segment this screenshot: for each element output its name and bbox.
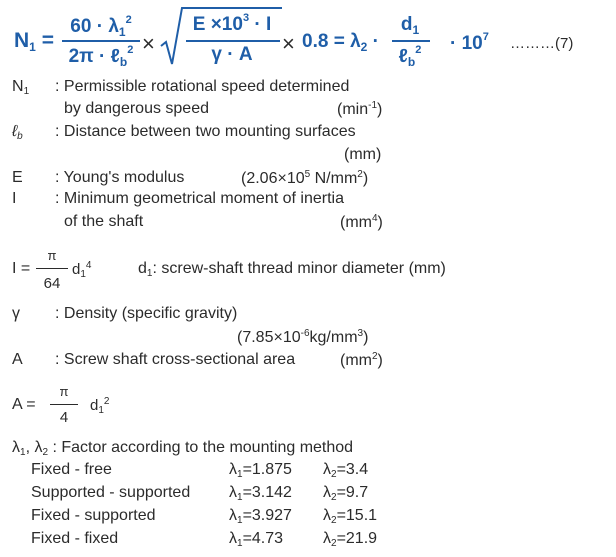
formula-times-0-8: × <box>282 31 295 56</box>
i-formula-denominator: 64 <box>43 275 61 292</box>
gamma-unit: $(7.85\times 10^{-6}kg/mm^3)$ <box>237 328 369 346</box>
factor-row-lambda2: $\lambda_2=21.9$ <box>323 530 378 549</box>
factor-row-lambda1: $\lambda_1=3.927$ <box>229 507 292 526</box>
sqrt-denominator: γ · A <box>211 44 253 65</box>
lb-unit: (mm) <box>344 146 382 163</box>
a-unit: $(mm^2)$ <box>340 351 383 369</box>
i-formula-numerator: π <box>47 248 57 263</box>
a-formula-bar <box>50 404 78 405</box>
a-formula-lhs: A = <box>12 396 36 413</box>
factor-row-method: Supported - supported <box>31 484 191 501</box>
sqrt-numerator: $E \times 10^3 \cdot I$ <box>192 12 272 35</box>
a-formula-numerator: π <box>59 384 69 399</box>
factor-row-lambda1: $\lambda_1=1.875$ <box>229 461 292 480</box>
n1-unit: $(\min^{-1})$ <box>337 100 383 118</box>
factor-row-method: Fixed - free <box>31 461 112 478</box>
fraction-1-denominator: 2π · ℓ$_b^2$ <box>68 44 134 69</box>
a-description: : Screw shaft cross-sectional area <box>55 351 296 368</box>
factor-row-lambda1: $\lambda_1=4.73$ <box>229 530 284 549</box>
lb-symbol: ℓ$_b$ <box>12 123 23 142</box>
i-symbol: I <box>12 190 17 207</box>
n1-description-line2: by dangerous speed <box>64 100 209 117</box>
e-symbol: E <box>12 169 23 186</box>
factor-row-method: Fixed - fixed <box>31 530 119 547</box>
lb-description: : Distance between two mounting surfaces <box>55 123 356 140</box>
formula-tail: · $10^7$ <box>450 31 489 54</box>
i-formula-bar <box>36 268 68 269</box>
a-formula-rhs: $d_1^2$ <box>90 396 110 416</box>
n1-description-line1: : Permissible rotational speed determined <box>55 78 350 95</box>
formula-fraction-1 <box>62 14 140 39</box>
fraction-2-denominator: ℓ$_b^2$ <box>398 44 422 69</box>
formula-lhs: N1 = <box>14 29 54 54</box>
times-sign-1: × <box>142 31 155 56</box>
gamma-symbol: γ <box>12 305 20 322</box>
factor-row-lambda2: $\lambda_2=9.7$ <box>323 484 369 503</box>
i-description-line1: : Minimum geometrical moment of inertia <box>55 190 344 207</box>
fraction-1-bar <box>62 40 140 42</box>
i-formula-rhs: $d_1^4$ <box>72 260 92 280</box>
fraction-2-bar <box>392 40 430 42</box>
factor-row-lambda1: $\lambda_1=3.142$ <box>229 484 292 503</box>
a-symbol: A <box>12 351 23 368</box>
sqrt-fraction-bar <box>186 40 280 42</box>
fraction-1-numerator: $60 \cdot \lambda_1^2$ <box>70 14 132 39</box>
factors-heading: $\lambda_1$, $\lambda_2$ : Factor according to the mounting method <box>12 439 354 458</box>
gamma-description: : Density (specific gravity) <box>55 305 238 322</box>
factor-row-lambda2: $\lambda_2=15.1$ <box>323 507 378 526</box>
n1-symbol: $N_1$ <box>12 78 30 97</box>
i-formula-lhs: I = <box>12 260 31 277</box>
i-description-line2: of the shaft <box>64 213 144 230</box>
factor-row-method: Fixed - supported <box>31 507 156 524</box>
factor-row-lambda2: $\lambda_2=3.4$ <box>323 461 369 480</box>
formula-lambda2-term: $0.8 = \lambda_2$ · <box>302 31 379 54</box>
i-formula-note: $d_1$: screw-shaft thread minor diameter (mm) <box>138 260 446 279</box>
e-unit: ($2.06\times 10^5$ $N/mm^2$) <box>241 169 369 187</box>
a-formula-denominator: 4 <box>59 409 69 426</box>
fraction-2-numerator: $d_1$ <box>400 14 420 37</box>
i-unit: $(mm^4)$ <box>340 213 383 231</box>
equation-number: ………(7) <box>510 35 574 52</box>
e-description: : Young's modulus <box>55 169 185 186</box>
